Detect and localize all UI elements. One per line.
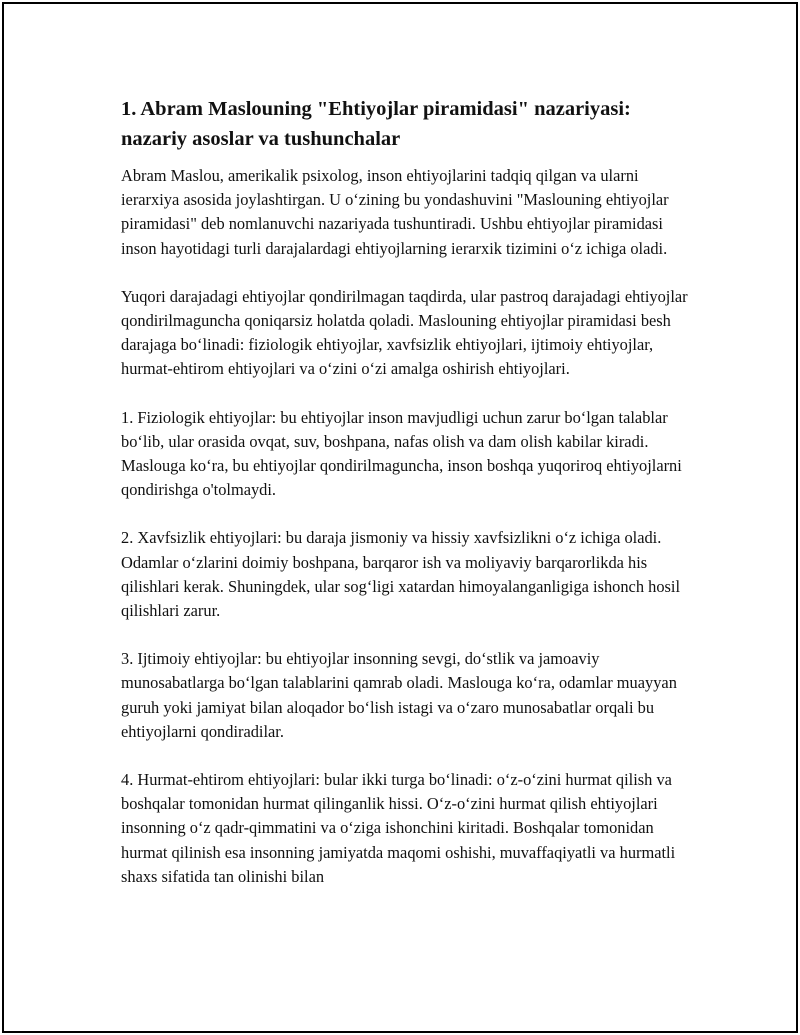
paragraph-physiological: 1. Fiziologik ehtiyojlar: bu ehtiyojlar inson mavjudligi uchun zarur bo‘lgan talablar bo‘lib, ular orasida ovqat, suv, boshpana, nafas olish va dam olish kabilar kiradi. Maslouga ko‘ra, bu ehtiyojlar qondirilmaguncha, inson boshqa yuqoriroq ehtiyojlarni qondirishga o'tolmaydi. xyxy=(121,407,682,500)
paragraph-intro: Abram Maslou, amerikalik psixolog, inson ehtiyojlarini tadqiq qilgan va ularni ierarxiya asosida joylashtirgan. U o‘zining bu yondashuvini "Maslouning ehtiyojlar piramidasi" deb nomlanuvchi nazariyada tushuntiradi. Ushbu ehtiyojlar piramidasi inson hayotidagi turli darajalardagi ehtiyojlarning ierarxik tizimini o‘z ichiga oladi. xyxy=(121,166,669,258)
section-heading: 1. Abram Maslouning "Ehtiyojlar piramidasi" nazariyasi: nazariy asoslar va tushunchalar xyxy=(121,98,631,150)
paragraph-levels: Yuqori darajadagi ehtiyojlar qondirilmagan taqdirda, ular pastroq darajadagi ehtiyojlar qondirilmaguncha qoniqarsiz holatda qoladi. Maslouning ehtiyojlar piramidasi besh darajaga bo‘linadi: fiziologik ehtiyojlar, xavfsizlik ehtiyojlari, ijtimoiy ehtiyojlar, hurmat-ehtirom ehtiyojlari va o‘zini o‘zi amalga oshirish ehtiyojlari. xyxy=(121,286,688,379)
paragraph-esteem: 4. Hurmat-ehtirom ehtiyojlari: bular ikki turga bo‘linadi: o‘z-o‘zini hurmat qilish va boshqalar tomonidan hurmat qilinganlik hissi. O‘z-o‘zini hurmat qilish ehtiyojlari insonning o‘z qadr-qimmatini va o‘ziga ishonchini kiritadi. Boshqalar tomonidan hurmat qilinish esa insonning jamiyatda maqomi oshishi, muvaffaqiyatli va hurmatli shaxs sifatida tan olinishi bilan xyxy=(121,770,676,886)
page-frame xyxy=(2,2,798,1033)
paragraph-social: 3. Ijtimoiy ehtiyojlar: bu ehtiyojlar insonning sevgi, do‘stlik va jamoaviy munosabatlarga bo‘lgan talablarini qamrab oladi. Maslouga ko‘ra, odamlar muayyan guruh yoki jamiyat bilan aloqador bo‘lish istagi va o‘zaro munosabatlar orqali bu ehtiyojlarni qondiradilar. xyxy=(121,649,677,741)
document-body xyxy=(121,94,696,913)
paragraph-safety: 2. Xavfsizlik ehtiyojlari: bu daraja jismoniy va hissiy xavfsizlikni o‘z ichiga oladi. Odamlar o‘zlarini doimiy boshpana, barqaror ish va moliyaviy barqarorlikda his qilishlari kerak. Shuningdek, ular sog‘ligi xatardan himoyalanganligiga ishonch hosil qilishlari zarur. xyxy=(121,528,680,621)
